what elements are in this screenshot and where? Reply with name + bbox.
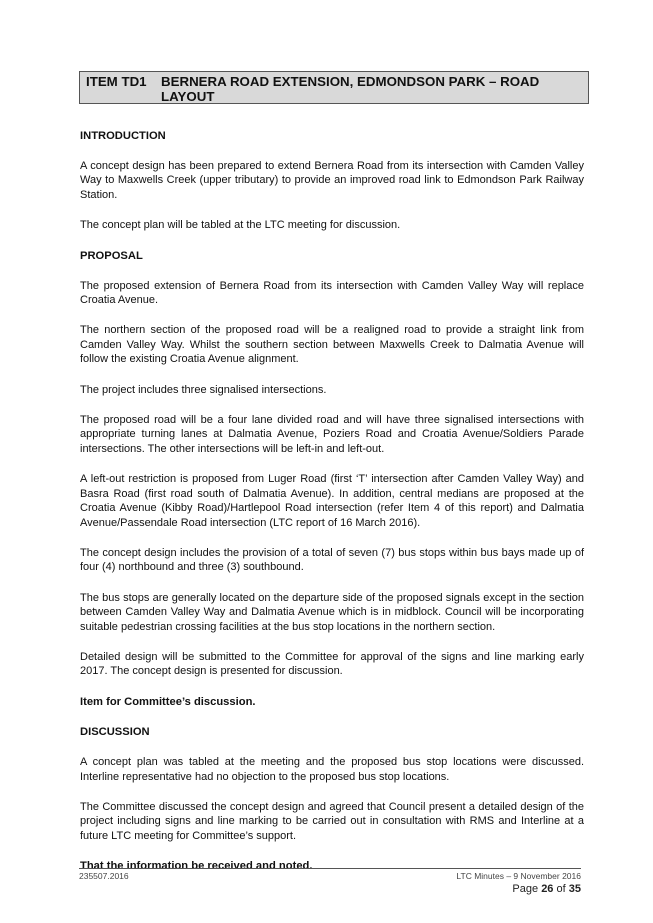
discussion-resolution: That the information be received and noted. <box>80 860 313 873</box>
page-prefix: Page <box>512 883 539 895</box>
proposal-heading: PROPOSAL <box>80 249 143 262</box>
proposal-paragraph: The proposed extension of Bernera Road from its intersection with Camden Valley Way will replace Croatia Avenue. <box>80 279 584 307</box>
proposal-recommendation: Item for Committee’s discussion. <box>80 695 256 708</box>
page-of: of <box>556 883 566 895</box>
proposal-paragraph: The project includes three signalised intersections. <box>80 383 327 396</box>
introduction-paragraph: The concept plan will be tabled at the LTC meeting for discussion. <box>80 219 401 232</box>
introduction-heading: INTRODUCTION <box>80 130 166 142</box>
proposal-paragraph: The bus stops are generally located on the departure side of the proposed signals except in the section between Camden Valley Way and Dalmatia Avenue which is in midblock. Council will be incorporating suitable pedestrian crossing facilities at the bus stop locations in the northern section. <box>80 591 584 633</box>
introduction-paragraph: A concept design has been prepared to extend Bernera Road from its intersection with Camden Valley Way to Maxwells Creek (upper tributary) to provide an improved road link to Edmondson Park Railway Station. <box>80 160 584 201</box>
page-number <box>512 883 581 895</box>
meeting-reference: LTC Minutes – 9 November 2016 <box>456 871 581 881</box>
page-total: 35 <box>568 883 581 895</box>
item-header-box <box>79 71 589 104</box>
proposal-paragraph: A left-out restriction is proposed from Luger Road (first ‘T’ intersection after Camden Valley Way) and Basra Road (first road south of Dalmatia Avenue). In addition, central medians are proposed at the Croatia Avenue (Kibby Road)/Hartlepool Road intersection (refer Item 4 of this report) and Dalmatia Avenue/Passendale Road intersection (LTC report of 16 March 2016). <box>80 473 584 529</box>
discussion-paragraph: The Committee discussed the concept design and agreed that Council present a detailed design of the project including signs and line marking to be carried out in consultation with RMS and Interline at a future LTC meeting for Committee’s support. <box>80 800 584 842</box>
page-footer <box>79 868 581 881</box>
page-current: 26 <box>541 883 554 895</box>
proposal-paragraph: The concept design includes the provision of a total of seven (7) bus stops within bus bays made up of four (4) northbound and three (3) southbound. <box>80 546 584 574</box>
proposal-paragraph: The northern section of the proposed road will be a realigned road to provide a straight link from Camden Valley Way. Whilst the southern section between Maxwells Creek to Dalmatia Avenue will follow the existing Croatia Avenue alignment. <box>80 324 584 366</box>
proposal-paragraph: Detailed design will be submitted to the Committee for approval of the signs and line marking early 2017. The concept design is presented for discussion. <box>80 650 584 678</box>
discussion-heading: DISCUSSION <box>80 726 150 739</box>
document-reference: 235507.2016 <box>79 871 129 881</box>
document-body <box>80 129 584 890</box>
proposal-paragraph: The proposed road will be a four lane divided road and will have three signalised intersections with appropriate turning lanes at Dalmatia Avenue, Poziers Road and Croatia Avenue/Soldiers Parade intersections. The other intersections will be left-in and left-out. <box>80 414 584 455</box>
item-title: BERNERA ROAD EXTENSION, EDMONDSON PARK – ROAD LAYOUT <box>161 74 540 104</box>
discussion-paragraph: A concept plan was tabled at the meeting and the proposed bus stop locations were discussed. Interline representative had no objection to the proposed bus stop locations. <box>80 756 584 783</box>
item-code: ITEM TD1 <box>86 74 147 89</box>
